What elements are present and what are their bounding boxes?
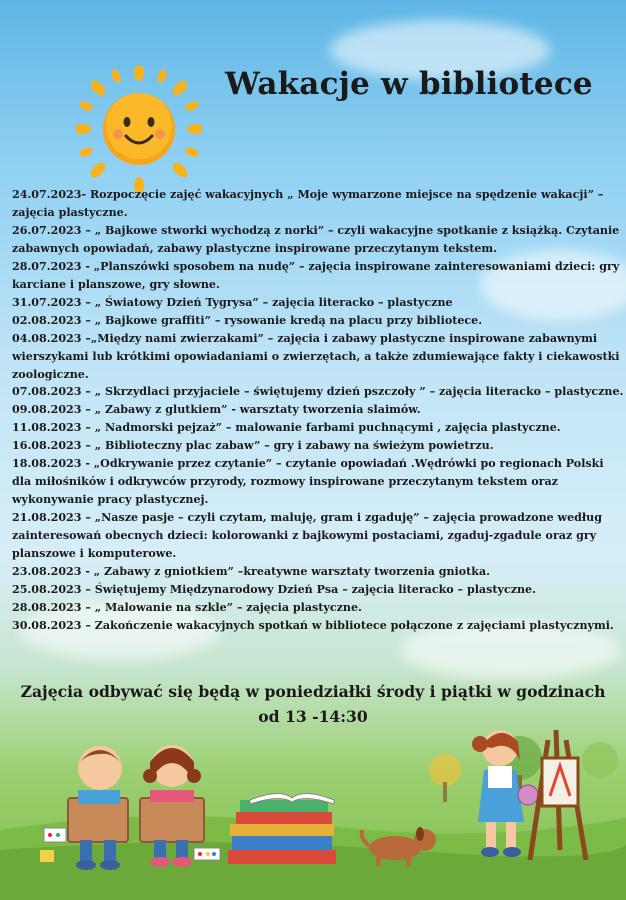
- list-item: 16.08.2023 – „ Biblioteczny plac zabaw” – gry i zabawy na świeżym powietrzu.: [12, 439, 494, 453]
- list-item: 25.08.2023 – Świętujemy Międzynarodowy Dzień Psa – zajęcia literacko – plastyczne.: [12, 582, 536, 596]
- sun-icon: [76, 66, 202, 192]
- list-item: 18.08.2023 - „Odkrywanie przez czytanie” – czytanie opowiadań .Wędrówki po regionach Polski dla miłośników i odkrywców przyrody, rozmowy inspirowane przeczytanym tekstem oraz wykonywanie pracy plastycznej.: [12, 457, 604, 507]
- list-item: 23.08.2023 - „ Zabawy z gniotkiem” –kreatywne warsztaty tworzenia gniotka.: [12, 565, 491, 579]
- list-item: 21.08.2023 – „Nasze pasje – czyli czytam, maluję, gram i zgaduję” – zajęcia prowadzone według zainteresowań obecnych dzieci: kolorowanki z bajkowymi postaciami, zgaduj-zgadule oraz gry planszowe i komputerowe.: [12, 511, 603, 561]
- book-stack-icon: [228, 793, 336, 864]
- list-item: 02.08.2023 – „ Bajkowe graffiti” – rysowanie kredą na placu przy bibliotece.: [12, 313, 483, 327]
- list-item: 30.08.2023 – Zakończenie wakacyjnych spotkań w bibliotece połączone z zajęciami plastycznymi.: [12, 618, 614, 632]
- list-item: 07.08.2023 – „ Skrzydlaci przyjaciele – świętujemy dzień pszczoły ” – zajęcia literacko – plastyczne.: [12, 385, 624, 399]
- tree-icon: [582, 742, 618, 778]
- illustration-scene: [0, 700, 626, 900]
- list-item: 31.07.2023 – „ Światowy Dzień Tygrysa” – zajęcia literacko – plastyczne: [12, 295, 453, 309]
- list-item: 04.08.2023 –„Między nami zwierzakami” – zajęcia i zabawy plastyczne inspirowane zabawnymi wierszykami lub krótkimi opowiadaniami o zwierzętach, a także zdumiewające fakty i ciekawostki zoologiczne.: [12, 331, 620, 381]
- list-item: 28.08.2023 – „ Malowanie na szkle” – zajęcia plastyczne.: [12, 600, 362, 614]
- list-item: 26.07.2023 – „ Bajkowe stworki wychodzą z norki” – czyli wakacyjne spotkanie z książką. Czytanie zabawnych opowiadań, zabawy plastyczne inspirowane przeczytanym tekstem.: [12, 223, 620, 255]
- list-item: 24.07.2023- Rozpoczęcie zajęć wakacyjnych „ Moje wymarzone miejsce na spędzenie wakacji” – zajęcia plastyczne.: [12, 188, 604, 219]
- event-list: [12, 186, 624, 635]
- list-item: 28.07.2023 - „Planszówki sposobem na nudę” – zajęcia inspirowane zainteresowaniami dzieci: gry karciane i planszowe, gry słowne.: [12, 259, 620, 291]
- schedule-note: Zajęcia odbywać się będą w poniedziałki środy i piątki w godzinach: [20, 682, 606, 701]
- schedule-hours: od 13 -14:30: [258, 707, 368, 726]
- list-item: 09.08.2023 – „ Zabawy z glutkiem” - warsztaty tworzenia slaimów.: [12, 403, 421, 417]
- page-title: Wakacje w bibliotece: [225, 66, 593, 102]
- tree-icon: [429, 754, 461, 802]
- list-item: 11.08.2023 – „ Nadmorski pejzaż” – malowanie farbami puchnącymi , zajęcia plastyczne.: [12, 421, 561, 435]
